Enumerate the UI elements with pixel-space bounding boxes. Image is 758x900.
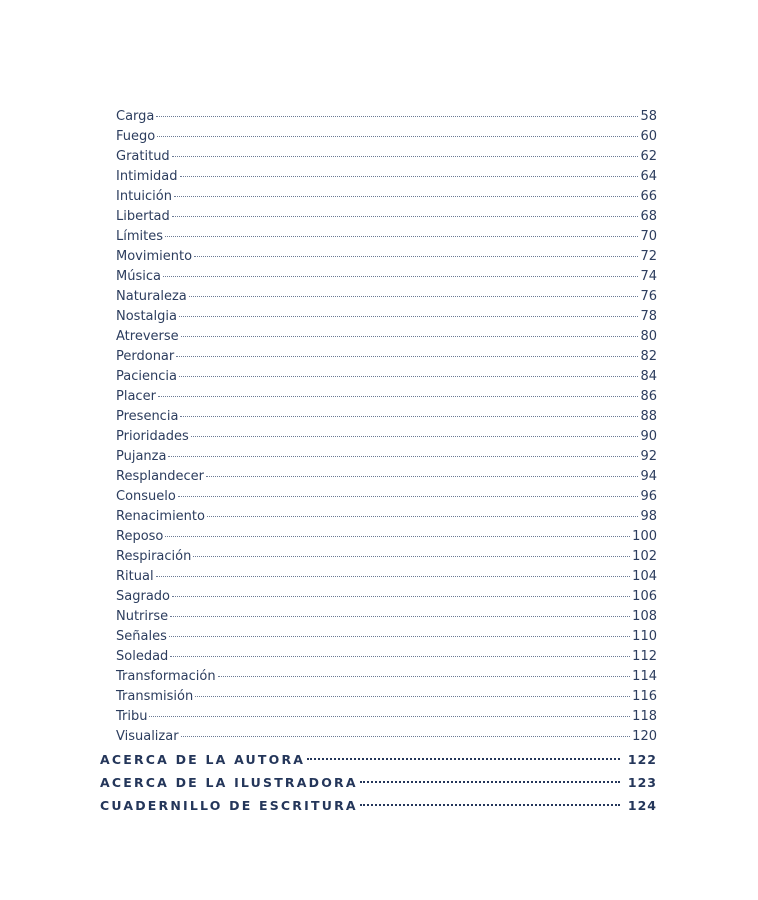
toc-entry-title: Renacimiento [116,509,205,524]
toc-section-page: 123 [627,775,657,790]
toc-entry-title: Intimidad [116,169,178,184]
dot-leader [360,781,620,783]
toc-entry-title: Intuición [116,189,172,204]
dot-leader [189,296,639,297]
toc-entry-title: Presencia [116,409,179,424]
toc-section-title: ACERCA DE LA ILUSTRADORA [100,775,358,790]
toc-entry-title: Ritual [116,569,154,584]
toc-entry-title: Sagrado [116,589,170,604]
toc-entry-page: 74 [640,269,657,284]
toc-entry-title: Fuego [116,129,156,144]
toc-entry [100,567,657,587]
toc-entry-title: Prioridades [116,429,189,444]
toc-entry-title: Perdonar [116,349,175,364]
dot-leader [170,656,630,657]
toc-entry-page: 92 [640,449,657,464]
toc-entry [100,387,657,407]
dot-leader [181,336,639,337]
toc-entry [100,547,657,567]
dot-leader [194,256,638,257]
toc-entry [100,127,657,147]
dot-leader [193,556,630,557]
toc-entry-page: 106 [632,589,657,604]
toc-entry-page: 98 [640,509,657,524]
toc-entry-page: 78 [640,309,657,324]
toc-entry [100,167,657,187]
toc-entry-page: 90 [640,429,657,444]
dot-leader [174,196,638,197]
toc-entry [100,487,657,507]
toc-section [100,771,657,794]
dot-leader [172,216,639,217]
toc-entry [100,447,657,467]
toc-entry-title: Reposo [116,529,164,544]
toc-section-title: ACERCA DE LA AUTORA [100,752,306,767]
dot-leader [165,236,638,237]
toc-entry [100,207,657,227]
dot-leader [179,316,638,317]
toc-entry-title: Tribu [116,709,148,724]
toc-entry-title: Atreverse [116,329,179,344]
toc-entry-page: 114 [632,669,657,684]
toc-entry-title: Límites [116,229,163,244]
dot-leader [176,356,638,357]
dot-leader [163,276,638,277]
dot-leader [172,596,630,597]
table-of-contents [100,107,657,817]
toc-entry-page: 80 [640,329,657,344]
toc-entry [100,247,657,267]
dot-leader [158,396,639,397]
dot-leader [178,496,639,497]
toc-entry-page: 84 [640,369,657,384]
toc-entry-page: 86 [640,389,657,404]
toc-entry [100,307,657,327]
toc-entry-title: Pujanza [116,449,167,464]
toc-entry-title: Paciencia [116,369,177,384]
toc-entry [100,107,657,127]
toc-entry [100,227,657,247]
toc-entry-title: Movimiento [116,249,193,264]
toc-entry [100,667,657,687]
toc-entry-title: Naturaleza [116,289,187,304]
toc-entry [100,407,657,427]
dot-leader [191,436,639,437]
toc-entry [100,347,657,367]
toc-entry [100,507,657,527]
toc-entry [100,727,657,747]
dot-leader [179,376,639,377]
toc-entry-page: 96 [640,489,657,504]
dot-leader [157,136,638,137]
toc-entry-page: 76 [640,289,657,304]
toc-entry [100,527,657,547]
toc-entry-title: Visualizar [116,729,179,744]
dot-leader [181,736,631,737]
toc-entry [100,147,657,167]
toc-entry-page: 108 [632,609,657,624]
dot-leader [149,716,630,717]
dot-leader [170,616,630,617]
toc-entry-title: Resplandecer [116,469,205,484]
toc-entry [100,427,657,447]
toc-sections [100,748,657,817]
toc-entry-page: 110 [632,629,657,644]
toc-entry-title: Transformación [116,669,216,684]
toc-entry [100,187,657,207]
toc-entry [100,367,657,387]
toc-entry-page: 66 [640,189,657,204]
dot-leader [169,636,630,637]
toc-entry [100,647,657,667]
dot-leader [195,696,630,697]
dot-leader [180,176,639,177]
toc-entry [100,287,657,307]
dot-leader [207,516,638,517]
dot-leader [180,416,638,417]
toc-entry [100,707,657,727]
toc-entry-page: 88 [640,409,657,424]
toc-entry-page: 82 [640,349,657,364]
toc-entry-title: Música [116,269,161,284]
toc-entry-page: 94 [640,469,657,484]
dot-leader [168,456,638,457]
dot-leader [360,804,620,806]
toc-section [100,794,657,817]
toc-entry-page: 58 [640,109,657,124]
toc-entries [100,107,657,747]
toc-entry-page: 100 [632,529,657,544]
dot-leader [172,156,639,157]
toc-entry-page: 118 [632,709,657,724]
toc-entry [100,467,657,487]
toc-entry [100,687,657,707]
toc-entry-title: Carga [116,109,155,124]
toc-entry-title: Consuelo [116,489,176,504]
toc-section [100,748,657,771]
toc-entry-page: 112 [632,649,657,664]
toc-entry-title: Nutrirse [116,609,169,624]
toc-entry-page: 116 [632,689,657,704]
toc-entry-page: 68 [640,209,657,224]
toc-entry [100,607,657,627]
dot-leader [156,116,638,117]
toc-entry-title: Señales [116,629,167,644]
toc-entry-page: 120 [632,729,657,744]
toc-section-title: CUADERNILLO DE ESCRITURA [100,798,358,813]
toc-entry-title: Gratitud [116,149,170,164]
dot-leader [218,676,631,677]
toc-entry [100,327,657,347]
toc-entry-page: 70 [640,229,657,244]
toc-entry-page: 60 [640,129,657,144]
dot-leader [206,476,638,477]
toc-entry-page: 64 [640,169,657,184]
toc-entry-title: Respiración [116,549,192,564]
toc-entry-title: Soledad [116,649,169,664]
toc-section-page: 122 [627,752,657,767]
toc-entry-page: 72 [640,249,657,264]
toc-entry [100,587,657,607]
toc-entry-title: Nostalgia [116,309,177,324]
toc-entry-title: Libertad [116,209,170,224]
dot-leader [307,758,620,760]
dot-leader [156,576,631,577]
dot-leader [165,536,630,537]
toc-entry-page: 104 [632,569,657,584]
toc-entry-title: Placer [116,389,156,404]
toc-entry-page: 62 [640,149,657,164]
toc-entry-title: Transmisión [116,689,194,704]
toc-entry [100,627,657,647]
toc-entry [100,267,657,287]
toc-section-page: 124 [627,798,657,813]
toc-entry-page: 102 [632,549,657,564]
